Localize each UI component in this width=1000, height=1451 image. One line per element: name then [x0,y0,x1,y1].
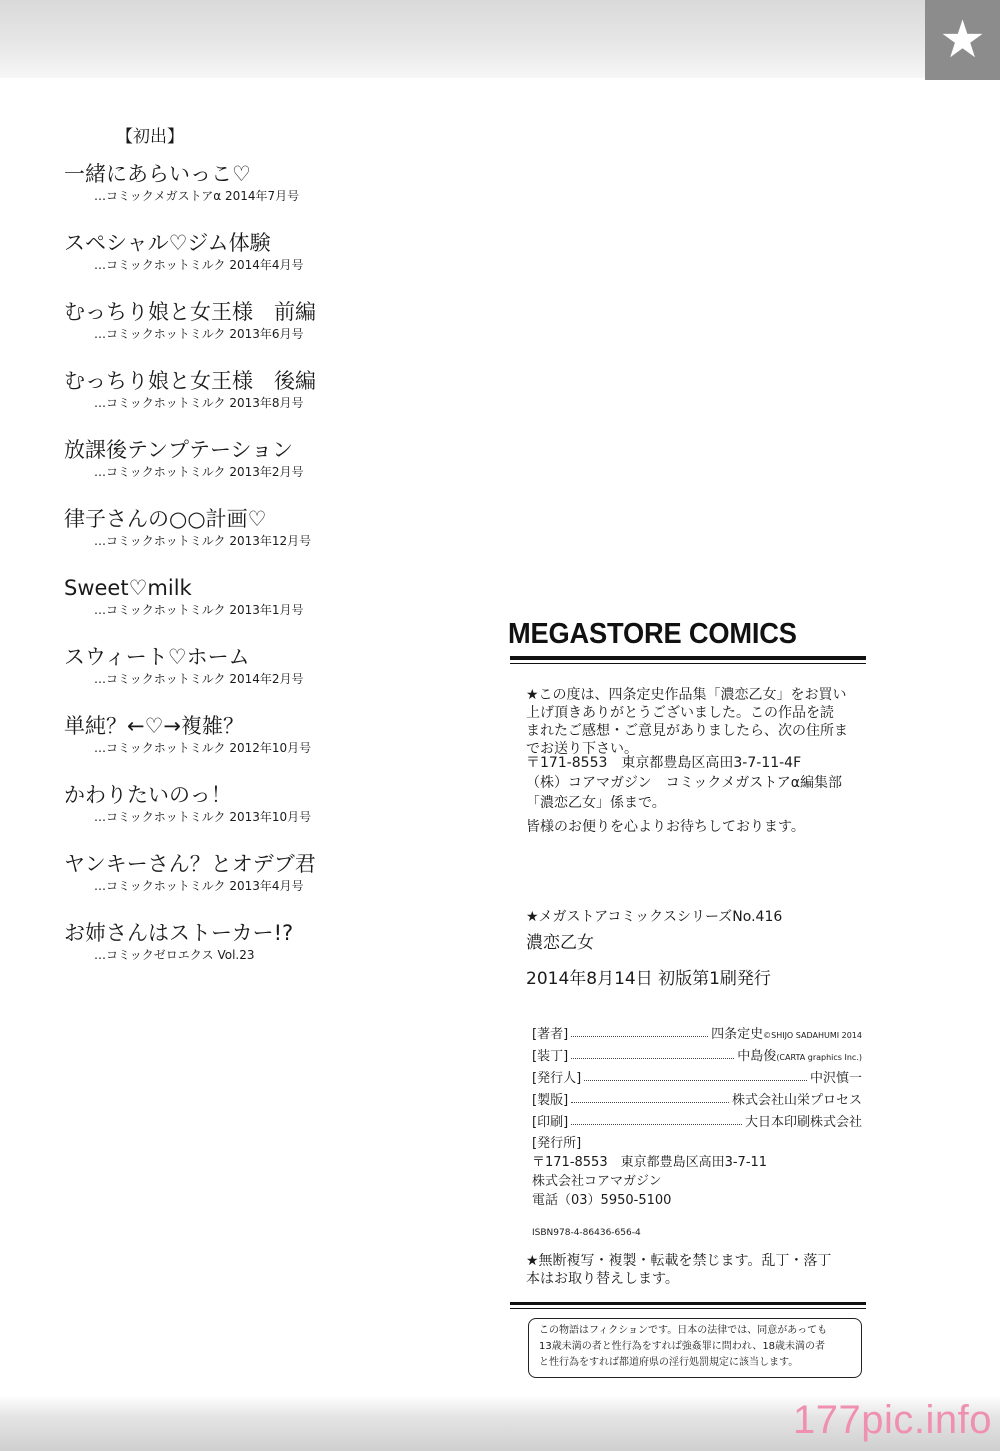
text-line: この物語はフィクションです。日本の法律では、同意があっても [539,1325,828,1336]
text-line: 皆様のお便りを心よりお待ちしております。 [526,819,805,835]
credit-row [532,1020,862,1042]
work-entry [64,505,464,574]
work-source: …コミックホットミルク 2013年6月号 [94,327,304,341]
credit-label: [印刷] [532,1115,569,1130]
credit-value: 中沢慎一 [809,1071,862,1086]
work-title: むっちり娘と女王様 前編 [64,300,316,324]
text-line: ★この度は、四条定史作品集「濃恋乙女」をお買い [526,687,847,703]
work-entry [64,643,464,712]
watermark: 177pic.info [793,1398,992,1442]
work-title: ヤンキーさん？とオデブ君 [64,852,316,876]
work-title: 律子さんの○○計画♡ [64,507,267,531]
work-source: …コミックホットミルク 2013年10月号 [94,810,312,824]
work-source: …コミックホットミルク 2013年1月号 [94,603,304,617]
work-title: むっちり娘と女王様 後編 [64,369,316,393]
work-source: …コミックホットミルク 2012年10月号 [94,741,312,755]
work-entry [64,436,464,505]
work-entry [64,919,464,988]
brand-logo: MEGASTORE COMICS [508,618,797,650]
publisher-label: [発行所] [532,1136,582,1151]
text-line: 〒171-8553 東京都豊島区高田3-7-11-4F [526,755,802,771]
divider [510,1302,866,1305]
publisher-address: 〒171-8553 東京都豊島区高田3-7-11 [532,1155,768,1170]
text-line: まれたご感想・ご意見がありましたら、次の住所ま [526,723,848,739]
text-line: ★無断複写・複製・転載を禁じます。乱丁・落丁 [526,1253,832,1269]
work-title: 一緒にあらいっこ♡ [64,162,251,186]
credit-value: 中島俊 [737,1049,777,1064]
credit-row [532,1086,862,1108]
work-entry [64,367,464,436]
credit-row [532,1108,862,1130]
work-entry [64,229,464,298]
credit-label: [装丁] [532,1049,569,1064]
work-entry [64,574,464,643]
first-appearance-heading: 【初出】 [116,127,184,147]
divider [510,663,866,664]
divider [510,1308,866,1309]
work-source: …コミックメガストアα 2014年7月号 [94,189,300,203]
star-icon: ★ [939,10,986,70]
work-entry [64,712,464,781]
work-source: …コミックホットミルク 2013年12月号 [94,534,312,548]
work-source: …コミックホットミルク 2013年4月号 [94,879,304,893]
work-source: …コミックホットミルク 2014年2月号 [94,672,304,686]
fiction-disclaimer [528,1318,862,1378]
work-title: かわりたいのっ！ [64,783,232,807]
leader-dots [584,1080,807,1081]
text-line: （株）コアマガジン コミックメガストアα編集部 [526,775,843,791]
credit-value: 四条定史 [711,1027,764,1042]
publisher-phone: 電話（03）5950-5100 [532,1193,672,1208]
work-entry [64,160,464,229]
work-title: Sweet♡milk [64,576,192,600]
series-number: ★メガストアコミックスシリーズNo.416 [526,909,783,925]
text-line: 13歳未満の者と性行為をすれば強姦罪に問われ、18歳未満の者 [539,1341,826,1352]
credits-list [532,1020,862,1130]
work-title: お姉さんはストーカー!? [64,921,294,945]
work-source: …コミックホットミルク 2013年2月号 [94,465,304,479]
leader-dots [571,1058,734,1059]
works-list [64,160,464,988]
work-source: …コミックホットミルク 2014年4月号 [94,258,304,272]
thanks-message [526,686,856,758]
text-line: 本はお取り替えします。 [526,1271,679,1287]
work-entry [64,298,464,367]
credit-note: ©SHIJO SADAHUMI 2014 [763,1031,862,1040]
leader-dots [571,1036,708,1037]
credit-value: 大日本印刷株式会社 [744,1115,862,1130]
publication-date: 2014年8月14日 初版第1刷発行 [526,969,771,989]
publisher-company: 株式会社コアマガジン [532,1174,662,1189]
work-entry [64,850,464,919]
credit-note: (CARTA graphics Inc.) [776,1053,862,1062]
work-title: 放課後テンプテーション [64,438,294,462]
work-title: 単純？←♡→複雑？ [64,714,245,738]
top-gray-band [0,0,925,78]
work-title: スペシャル♡ジム体験 [64,231,271,255]
text-line: 上げ頂きありがとうございました。この作品を読 [526,705,834,721]
credit-label: [著者] [532,1027,569,1042]
work-entry [64,781,464,850]
work-title: スウィート♡ホーム [64,645,250,669]
leader-dots [571,1124,742,1125]
book-title: 濃恋乙女 [526,933,594,953]
credit-row [532,1064,862,1086]
credit-value: 株式会社山栄プロセス [731,1093,862,1108]
text-line: と性行為をすれば都道府県の淫行処罰規定に該当します。 [539,1357,799,1368]
publisher-info [532,1134,767,1210]
credit-row [532,1042,862,1064]
credit-label: [発行人] [532,1071,582,1086]
isbn: ISBN978-4-86436-656-4 [532,1228,641,1238]
work-source: …コミックゼロエクス Vol.23 [94,948,255,962]
mailing-address [526,754,866,836]
text-line: でお送り下さい。 [526,741,638,757]
work-source: …コミックホットミルク 2013年8月号 [94,396,304,410]
credit-label: [製版] [532,1093,569,1108]
copyright-notice [526,1252,866,1288]
leader-dots [571,1102,729,1103]
text-line: 「濃恋乙女」係まで。 [526,795,666,811]
divider [510,656,866,660]
corner-star-tab [925,0,1000,80]
